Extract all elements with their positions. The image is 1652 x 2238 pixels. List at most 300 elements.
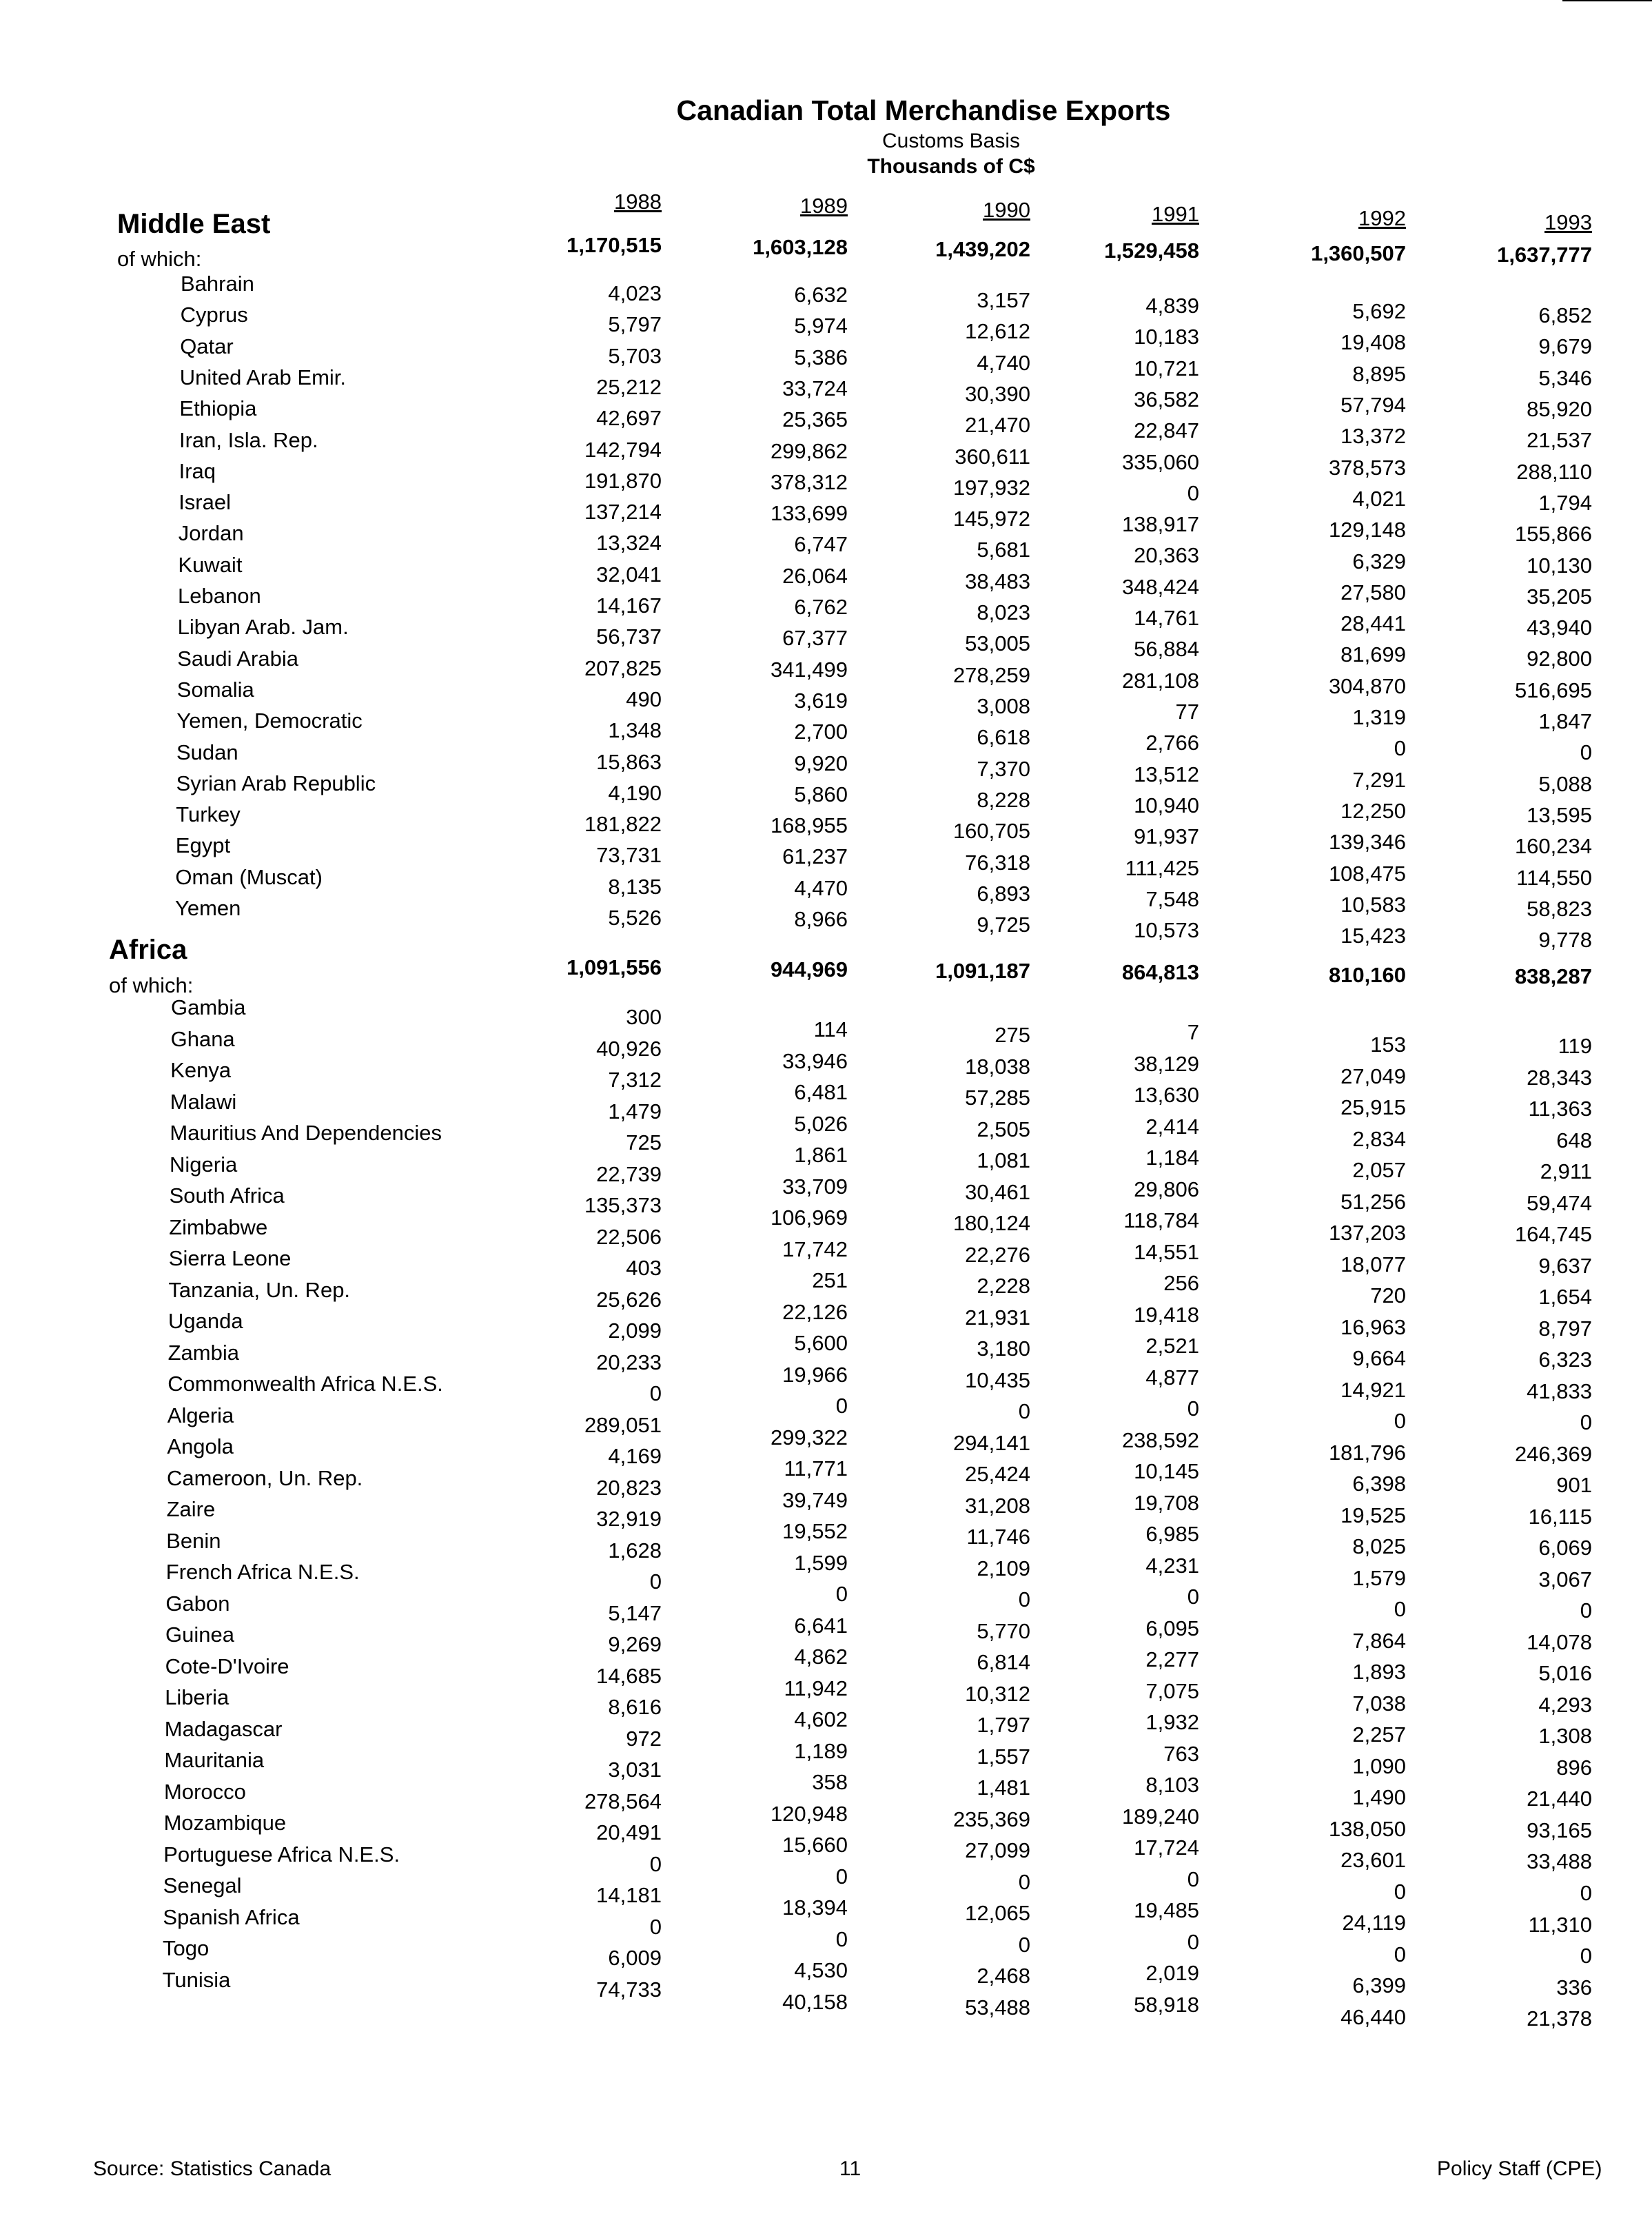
cell-value: 281,108 [1121,668,1199,693]
cell-value: 138,917 [1121,512,1199,537]
country-name: Lebanon [178,584,261,608]
country-name: Mauritania [164,1748,265,1772]
cell-value: 5,703 [608,343,662,368]
cell-value: 6,009 [608,1946,662,1970]
cell-value: 360,611 [955,444,1030,469]
cell-value: 0 [835,1926,848,1951]
cell-value: 256 [1163,1271,1199,1296]
cell-value: 4,023 [608,281,662,305]
country-name: Gambia [171,995,246,1019]
cell-value: 51,256 [1340,1189,1406,1214]
cell-value: 3,619 [794,688,848,713]
cell-value: 67,377 [782,626,848,651]
region-total: 864,813 [1121,960,1199,984]
cell-value: 53,488 [965,1995,1030,2020]
cell-value: 0 [649,1914,662,1939]
page-number: 11 [839,2157,861,2180]
cell-value: 19,966 [782,1362,848,1387]
region-total: 1,170,515 [567,233,662,257]
cell-value: 15,863 [596,749,662,774]
cell-value: 7,075 [1145,1678,1199,1703]
cell-value: 30,461 [965,1179,1030,1204]
cell-value: 336 [1556,1975,1592,2000]
cell-value: 3,008 [977,693,1030,718]
cell-value: 6,893 [977,881,1030,906]
cell-value: 57,285 [965,1086,1030,1110]
country-name: Tunisia [162,1967,231,1992]
country-name: Zaire [166,1497,216,1521]
cell-value: 289,051 [584,1412,662,1437]
country-name: Bahrain [181,272,254,296]
cell-value: 294,141 [952,1430,1030,1455]
cell-value: 22,276 [965,1242,1030,1267]
cell-value: 1,847 [1538,709,1592,734]
cell-value: 348,424 [1121,574,1199,599]
country-name: Turkey [176,802,241,827]
cell-value: 16,115 [1528,1504,1592,1529]
country-name: Morocco [164,1779,246,1804]
country-name: Ethiopia [179,396,257,421]
cell-value: 8,895 [1352,361,1406,386]
cell-value: 57,794 [1340,392,1406,417]
cell-value: 5,016 [1538,1661,1592,1686]
cell-value: 40,926 [596,1036,662,1061]
cell-value: 0 [1580,1880,1592,1905]
cell-value: 2,257 [1352,1722,1406,1747]
cell-value: 25,626 [596,1287,662,1312]
cell-value: 6,069 [1538,1536,1592,1560]
cell-value: 1,189 [794,1738,848,1763]
cell-value: 17,742 [782,1237,848,1261]
cell-value: 14,181 [596,1883,662,1907]
cell-value: 22,506 [596,1224,662,1249]
country-name: Yemen [175,896,241,920]
country-name: Guinea [165,1622,234,1647]
cell-value: 288,110 [1516,459,1592,484]
cell-value: 13,372 [1340,424,1406,449]
cell-value: 145,972 [952,507,1030,531]
cell-value: 1,319 [1352,705,1406,730]
cell-value: 1,557 [977,1744,1030,1769]
country-name: Yemen, Democratic [176,709,363,733]
cell-value: 6,762 [794,595,848,620]
cell-value: 5,692 [1352,299,1406,323]
cell-value: 43,940 [1527,616,1592,640]
cell-value: 4,470 [794,875,848,900]
cell-value: 2,019 [1145,1961,1199,1986]
cell-value: 10,183 [1134,325,1199,349]
cell-value: 160,234 [1514,834,1592,859]
cell-value: 2,099 [608,1319,662,1343]
country-name: Gabon [165,1591,230,1616]
cell-value: 5,681 [977,538,1030,562]
cell-value: 14,921 [1340,1377,1406,1402]
cell-value: 28,441 [1340,611,1406,636]
cell-value: 197,932 [952,475,1030,500]
cell-value: 7 [1187,1020,1199,1044]
cell-value: 73,731 [596,843,662,868]
cell-value: 6,852 [1538,303,1592,327]
country-name: Kenya [170,1058,232,1082]
cell-value: 81,699 [1340,642,1406,667]
region-total: 1,529,458 [1104,238,1199,263]
cell-value: 4,231 [1145,1553,1199,1578]
cell-value: 6,814 [977,1650,1030,1675]
country-name: French Africa N.E.S. [165,1560,360,1584]
cell-value: 26,064 [782,563,848,588]
country-name: Nigeria [170,1152,238,1177]
cell-value: 11,363 [1528,1097,1592,1121]
cell-value: 7,291 [1352,767,1406,792]
cell-value: 133,699 [770,501,848,526]
cell-value: 20,491 [596,1820,662,1844]
cell-value: 4,839 [1145,294,1199,318]
cell-value: 33,488 [1527,1849,1592,1874]
cell-value: 648 [1556,1128,1592,1152]
country-name: United Arab Emir. [179,365,347,389]
cell-value: 3,157 [977,288,1030,312]
cell-value: 490 [626,686,662,711]
cell-value: 41,833 [1527,1379,1592,1403]
cell-value: 114 [813,1017,848,1041]
cell-value: 20,363 [1134,543,1199,568]
cell-value: 2,911 [1540,1159,1592,1184]
cell-value: 6,747 [794,532,848,557]
cell-value: 7,370 [977,756,1030,781]
of-which-label: of which: [117,247,202,271]
cell-value: 10,130 [1527,553,1592,578]
cell-value: 0 [1580,1598,1592,1623]
cell-value: 32,919 [596,1507,662,1531]
cell-value: 16,963 [1340,1314,1406,1339]
cell-value: 6,618 [977,725,1030,750]
cell-value: 235,369 [952,1807,1030,1831]
cell-value: 6,632 [794,283,848,307]
cell-value: 5,526 [608,906,662,930]
cell-value: 33,709 [782,1174,848,1199]
region-total: 1,439,202 [935,237,1030,261]
cell-value: 8,966 [794,907,848,932]
cell-value: 7,548 [1145,886,1199,911]
cell-value: 40,158 [782,1989,848,2014]
region-total: 1,603,128 [753,235,848,259]
cell-value: 6,095 [1145,1616,1199,1640]
cell-value: 2,834 [1352,1126,1406,1151]
cell-value: 164,745 [1514,1222,1592,1247]
cell-value: 135,373 [584,1193,662,1217]
region-heading: Middle East [117,209,271,239]
cell-value: 6,399 [1352,1973,1406,1998]
cell-value: 191,870 [584,468,662,493]
cell-value: 108,475 [1328,861,1406,886]
cell-value: 35,205 [1527,584,1592,609]
cell-value: 142,794 [584,437,662,462]
cell-value: 168,955 [770,813,848,838]
cell-value: 0 [1018,1399,1030,1424]
region-total: 1,637,777 [1497,243,1592,267]
cell-value: 1,932 [1145,1710,1199,1735]
cell-value: 5,860 [794,782,848,806]
cell-value: 1,599 [794,1550,848,1575]
cell-value: 138,050 [1328,1816,1406,1841]
cell-value: 19,708 [1134,1490,1199,1515]
region-total: 1,091,556 [567,955,662,979]
cell-value: 27,580 [1340,580,1406,604]
country-name: Cote-D'Ivoire [165,1654,289,1678]
cell-value: 114,550 [1516,865,1592,890]
cell-value: 1,479 [608,1099,662,1123]
cell-value: 27,049 [1340,1064,1406,1088]
cell-value: 56,884 [1134,637,1199,662]
cell-value: 1,654 [1538,1285,1592,1310]
cell-value: 120,948 [770,1801,848,1826]
country-name: Mauritius And Dependencies [170,1121,442,1145]
cell-value: 9,920 [794,751,848,775]
cell-value: 14,167 [596,593,662,618]
source-note: Source: Statistics Canada [93,2157,332,2180]
country-name: Algeria [167,1403,234,1427]
cell-value: 5,147 [608,1600,662,1625]
cell-value: 278,564 [584,1789,662,1813]
cell-value: 4,602 [794,1707,848,1732]
cell-value: 5,974 [794,314,848,338]
cell-value: 10,573 [1134,918,1199,943]
cell-value: 2,277 [1145,1647,1199,1672]
cell-value: 0 [1394,1409,1406,1434]
cell-value: 4,021 [1352,486,1406,511]
cell-value: 10,312 [965,1681,1030,1706]
cell-value: 8,103 [1145,1773,1199,1798]
cell-value: 5,797 [608,312,662,337]
cell-value: 15,660 [782,1833,848,1858]
cell-value: 0 [1187,1929,1199,1954]
cell-value: 137,214 [584,500,662,525]
cell-value: 0 [1394,1942,1406,1966]
country-name: Iran, Isla. Rep. [179,427,318,452]
cell-value: 18,394 [782,1895,848,1920]
country-name: Israel [179,490,231,515]
region-total: 944,969 [770,957,848,981]
cell-value: 15,423 [1340,924,1406,948]
cell-value: 896 [1556,1755,1592,1780]
cell-value: 0 [1580,740,1592,765]
cell-value: 1,184 [1145,1146,1199,1170]
cell-value: 1,579 [1352,1565,1406,1590]
cell-value: 1,490 [1352,1785,1406,1810]
cell-value: 24,119 [1342,1911,1406,1935]
cell-value: 10,940 [1134,793,1199,817]
cell-value: 61,237 [782,844,848,869]
cell-value: 304,870 [1328,673,1406,698]
cell-value: 19,408 [1340,330,1406,355]
cell-value: 30,390 [965,381,1030,406]
cell-value: 1,893 [1352,1660,1406,1685]
cell-value: 13,324 [596,531,662,556]
cell-value: 3,180 [977,1336,1030,1361]
cell-value: 91,937 [1134,824,1199,849]
cell-value: 7,038 [1352,1691,1406,1716]
author-note: Policy Staff (CPE) [1437,2157,1602,2180]
country-name: Egypt [175,833,231,858]
cell-value: 77 [1175,700,1199,724]
cell-value: 2,505 [977,1117,1030,1141]
cell-value: 6,481 [794,1080,848,1104]
cell-value: 0 [1580,1944,1592,1969]
region-total: 838,287 [1514,964,1592,988]
cell-value: 4,169 [608,1444,662,1468]
cell-value: 56,737 [596,624,662,649]
cell-value: 12,065 [965,1901,1030,1926]
cell-value: 38,483 [965,569,1030,593]
year-header-1991: 1991 [1152,202,1199,226]
cell-value: 189,240 [1121,1804,1199,1829]
cell-value: 18,038 [965,1054,1030,1079]
cell-value: 0 [1018,1932,1030,1957]
cell-value: 2,057 [1352,1158,1406,1183]
cell-value: 12,612 [965,319,1030,344]
cell-value: 93,165 [1527,1818,1592,1842]
cell-value: 1,090 [1352,1753,1406,1778]
cell-value: 42,697 [596,406,662,431]
country-name: Iraq [179,458,216,483]
year-header-1990: 1990 [983,198,1030,222]
cell-value: 278,259 [952,662,1030,687]
cell-value: 20,823 [596,1475,662,1500]
country-name: Somalia [176,677,254,702]
cell-value: 3,031 [608,1758,662,1782]
cell-value: 4,862 [794,1645,848,1669]
country-name: Saudi Arabia [177,646,298,671]
cell-value: 21,470 [965,413,1030,438]
cell-value: 1,797 [977,1713,1030,1738]
cell-value: 18,077 [1340,1252,1406,1276]
cell-value: 2,766 [1145,731,1199,755]
cell-value: 1,628 [608,1538,662,1563]
region-heading: Africa [109,935,187,965]
page-subtitle: Customs Basis [881,130,1021,152]
year-header-1992: 1992 [1358,206,1406,230]
cell-value: 0 [1580,1410,1592,1435]
cell-value: 6,398 [1352,1472,1406,1496]
cell-value: 9,637 [1538,1253,1592,1278]
cell-value: 1,081 [977,1148,1030,1173]
cell-value: 0 [649,1381,662,1405]
cell-value: 9,725 [977,913,1030,937]
cell-value: 36,582 [1134,387,1199,411]
cell-value: 720 [1370,1283,1406,1308]
cell-value: 25,915 [1340,1095,1406,1120]
year-header-1993: 1993 [1544,210,1592,234]
cell-value: 0 [1394,1597,1406,1622]
cell-value: 251 [812,1268,848,1293]
cell-value: 58,823 [1527,897,1592,922]
country-name: Togo [163,1936,210,1960]
cell-value: 25,212 [596,374,662,399]
cell-value: 207,825 [584,655,662,680]
cell-value: 10,145 [1134,1459,1199,1484]
cell-value: 19,525 [1340,1503,1406,1527]
cell-value: 300 [626,1005,662,1029]
cell-value: 155,866 [1514,522,1592,547]
cell-value: 31,208 [965,1493,1030,1518]
cell-value: 5,026 [794,1111,848,1136]
cell-value: 4,877 [1145,1365,1199,1390]
cell-value: 2,521 [1145,1334,1199,1359]
cell-value: 5,600 [794,1331,848,1356]
cell-value: 181,796 [1328,1440,1406,1465]
country-name: Spanish Africa [163,1904,300,1929]
cell-value: 8,135 [608,874,662,899]
cell-value: 14,685 [596,1663,662,1688]
cell-value: 0 [1394,736,1406,761]
cell-value: 32,041 [596,562,662,587]
country-name: Portuguese Africa N.E.S. [163,1842,400,1866]
cell-value: 92,800 [1527,647,1592,671]
cell-value: 5,346 [1538,365,1592,390]
cell-value: 378,312 [770,469,848,494]
cell-value: 9,778 [1538,928,1592,953]
cell-value: 13,512 [1134,762,1199,786]
cell-value: 19,485 [1134,1898,1199,1923]
cell-value: 8,025 [1352,1534,1406,1559]
cell-value: 0 [1187,1866,1199,1891]
country-name: Qatar [180,334,234,358]
cell-value: 14,078 [1527,1629,1592,1654]
cell-value: 59,474 [1527,1190,1592,1215]
cell-value: 13,630 [1134,1083,1199,1108]
year-header-1989: 1989 [800,194,848,218]
cell-value: 180,124 [952,1211,1030,1236]
country-name: Zimbabwe [169,1214,268,1239]
cell-value: 22,847 [1134,418,1199,443]
cell-value: 4,293 [1538,1692,1592,1717]
country-name: Uganda [168,1309,243,1333]
cell-value: 2,228 [977,1274,1030,1299]
cell-value: 13,595 [1527,803,1592,828]
country-name: Jordan [178,521,244,546]
country-name: Sudan [176,740,238,764]
cell-value: 6,985 [1145,1522,1199,1547]
cell-value: 106,969 [770,1206,848,1230]
cell-value: 1,861 [794,1143,848,1168]
cell-value: 7,312 [608,1068,662,1092]
cell-value: 0 [1187,1396,1199,1421]
country-name: Commonwealth Africa N.E.S. [167,1372,443,1396]
cell-value: 0 [835,1394,848,1418]
cell-value: 0 [649,1569,662,1594]
cell-value: 25,424 [965,1462,1030,1487]
cell-value: 21,378 [1527,2006,1592,2031]
cell-value: 53,005 [965,631,1030,656]
country-name: Syrian Arab Republic [176,771,376,795]
cell-value: 5,386 [794,345,848,369]
country-name: Sierra Leone [168,1246,292,1270]
cell-value: 403 [626,1256,662,1280]
cell-value: 341,499 [770,657,848,682]
cell-value: 4,740 [977,350,1030,375]
cell-value: 160,705 [952,819,1030,844]
country-name: Kuwait [178,552,243,577]
cell-value: 12,250 [1340,799,1406,824]
of-which-label: of which: [109,973,194,997]
cell-value: 19,418 [1134,1302,1199,1327]
cell-value: 725 [626,1130,662,1154]
country-name: South Africa [169,1183,285,1208]
cell-value: 5,088 [1538,771,1592,796]
cell-value: 11,310 [1528,1912,1592,1937]
cell-value: 763 [1163,1741,1199,1766]
cell-value: 22,126 [782,1299,848,1324]
